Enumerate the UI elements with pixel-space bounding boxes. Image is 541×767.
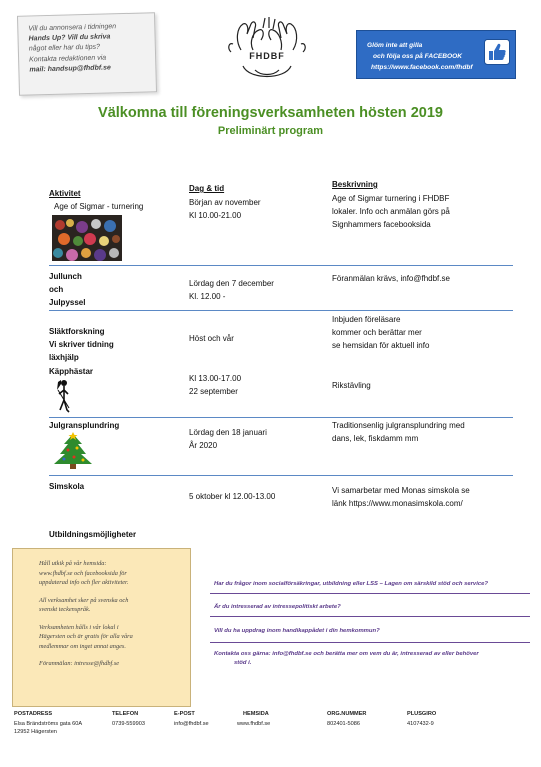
question-divider [210,616,530,617]
footer-label-phone: TELEFON [112,711,139,717]
section-heading-education: Utbildningsmöjligheter [49,530,137,539]
description-cell: Age of Sigmar turnering i FHDBF [332,194,450,203]
description-cell: Signhammers facebooksida [332,220,431,229]
description-cell: Föranmälan krävs, info@fhdbf.se [332,274,450,283]
question-text: Är du intresserad av intressepolitiskt arbete? [214,604,341,610]
facebook-line: och följa oss på FACEBOOK [373,53,463,60]
footer-value-website[interactable]: www.fhdbf.se [237,721,271,727]
question-divider [210,642,530,643]
footer-value-plusgiro: 4107432-9 [407,721,434,727]
facebook-banner[interactable] [356,30,516,79]
question-divider [210,593,530,594]
info-paragraph [39,596,182,615]
footer-value-org-number: 802401-5086 [327,721,360,727]
info-paragraph [39,623,182,652]
activity-cell: Släktforskning [49,327,105,336]
description-cell: Rikstävling [332,381,371,390]
date-cell: Början av november [189,198,261,207]
description-cell: lokaler. Info och anmälan görs på [332,207,450,216]
info-paragraph [39,559,182,588]
signing-hands-icon [223,14,311,86]
question-text: stöd i. [234,660,252,666]
footer-line: Elsa Brändströms gata 60A [14,721,83,727]
note-line: Hands Up? Vill du skriva [28,33,111,43]
christmas-tree-icon [50,432,96,470]
footer-value-address [14,720,82,736]
column-header-activity: Aktivitet [49,189,81,198]
row-separator [49,417,513,418]
date-cell: 5 oktober kl 12.00-13.00 [189,492,276,501]
description-link[interactable]: länk https://www.monasimskola.com/ [332,499,463,508]
info-line: svenskt teckenspråk. [39,606,91,613]
activity-cell: Julgransplundring [49,421,120,430]
facebook-line: Glöm inte att gilla [367,42,423,49]
description-cell: kommer och berättar mer [332,328,422,337]
date-cell: Lördag den 18 januari [189,428,267,437]
description-cell: Vi samarbetar med Monas simskola se [332,486,470,495]
description-cell: Inbjuden föreläsare [332,315,401,324]
activity-cell: Julpyssel [49,298,86,307]
activity-cell: Simskola [49,482,85,491]
fhdbf-logo [223,14,311,86]
date-cell: Kl 10.00-21.00 [189,211,242,220]
activity-cell: Käpphästar [49,367,94,376]
footer-line: 12952 Hägersten [14,729,57,735]
note-line: mail: handsup@fhdbf.se [29,64,111,74]
question-text: Kontakta oss gärna: info@fhdbf.se och berätta mer om vem du är, intresserad av eller behöver [214,651,479,657]
footer-label-plusgiro: PLUSGIRO [407,711,437,717]
logo-text: FHDBF [249,51,285,61]
row-separator [49,310,513,311]
footer-label-website: HEMSIDA [243,711,269,717]
info-line: Hägersten och är gratis för alla våra [39,633,133,640]
footer-value-phone: 0739-559903 [112,721,145,727]
activity-cell: Age of Sigmar - turnering [54,202,144,211]
footer-label-address: POSTADRESS [14,711,53,717]
activity-cell: Vi skriver tidning [49,340,114,349]
note-line: Kontakta redaktionen via [29,54,107,64]
info-paragraph [39,659,182,669]
date-cell: År 2020 [189,441,218,450]
row-separator [49,265,513,266]
activity-cell: och [49,285,64,294]
info-line: Håll utkik på vår hemsida: [39,560,107,567]
page-subtitle: Preliminärt program [217,125,324,137]
note-line: Vill du annonsera i tidningen [28,23,117,33]
date-cell: Höst och vår [189,334,234,343]
footer-label-org-number: ORG.NUMMER [327,711,367,717]
info-box [12,548,191,707]
miniatures-photo [52,215,122,261]
info-line: All verksamhet sker på svenska och [39,596,129,604]
info-line: Föranmälan: intresse@fhdbf.se [39,660,120,667]
activity-cell: Jullunch [49,272,82,281]
column-header-date: Dag & tid [189,184,225,193]
thumbs-up-icon [484,39,510,65]
description-cell: se hemsidan för aktuell info [332,341,430,350]
question-text: Har du frågor inom socialförsäkringar, utbildning eller LSS – Lagen om särskild stöd och service? [214,581,488,587]
facebook-link[interactable]: https://www.facebook.com/fhdbf [371,64,473,71]
date-cell: Lördag den 7 december [189,279,274,288]
footer-label-email: E-POST [174,711,195,717]
info-line: medlemmar om inget annat anges. [39,642,126,650]
question-text: Vill du ha uppdrag inom handikappådet i din hemkommun? [214,628,380,634]
note-line: något eller har du tips? [28,44,101,53]
date-cell: Kl 13.00-17.00 [189,374,242,383]
info-line: www.fhdbf.se och facebooksida för [39,569,127,577]
activity-cell: läxhjälp [49,353,79,362]
description-cell: dans, lek, fiskdamm mm [332,434,419,443]
ad-note [17,12,157,96]
column-header-description: Beskrivning [332,180,378,189]
row-separator [49,475,513,476]
date-cell: 22 september [189,387,238,396]
hobby-horse-rider-icon [55,378,71,418]
info-line: uppdaterad info och fler aktiviteter. [39,579,129,586]
footer-value-email[interactable]: info@fhdbf.se [174,721,209,727]
date-cell: Kl. 12.00 - [189,292,226,301]
info-line: Verksamheten hålls i vår lokal i [39,623,119,631]
description-cell: Traditionsenlig julgransplundring med [332,421,465,430]
page-title: Välkomna till föreningsverksamheten hösten 2019 [98,105,443,121]
